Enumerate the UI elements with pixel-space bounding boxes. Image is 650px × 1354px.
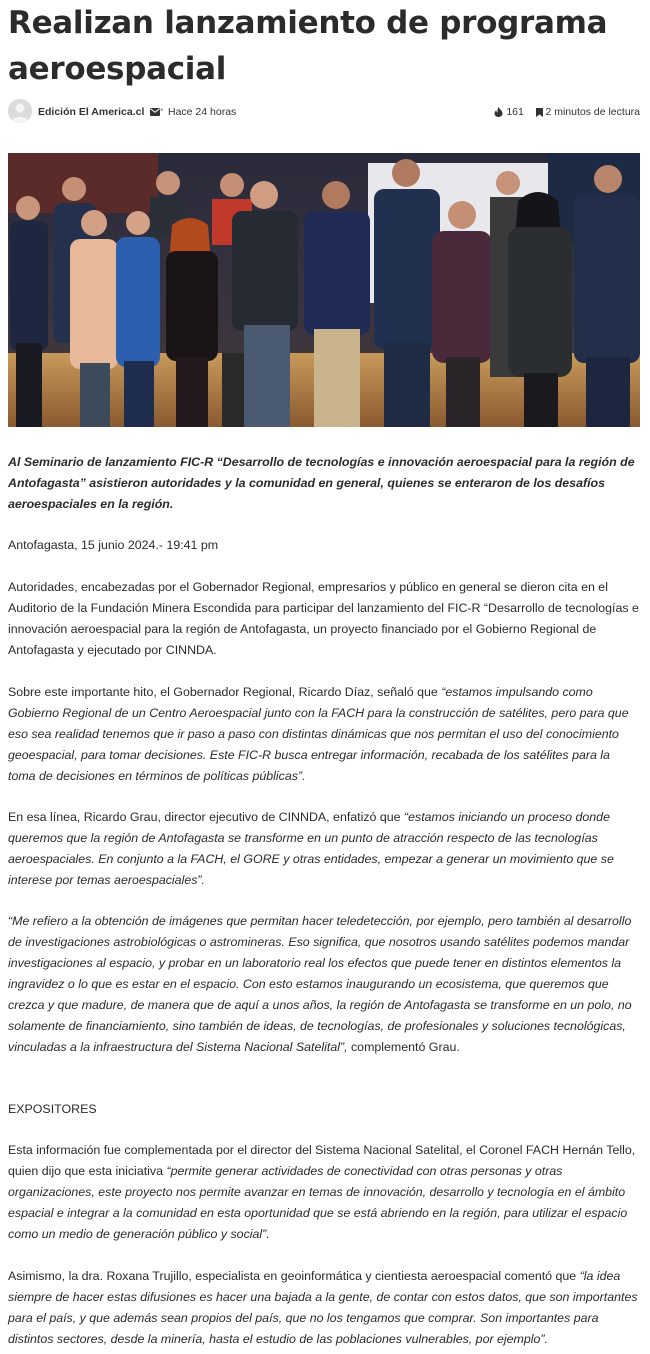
paragraph-2 xyxy=(8,682,640,787)
author-name: Edición El America.cl xyxy=(38,106,145,118)
group-photo xyxy=(8,153,640,427)
article-stats xyxy=(494,106,640,118)
dateline: Antofagasta, 15 junio 2024.- 19:41 pm xyxy=(8,538,219,552)
flame-icon xyxy=(494,107,503,117)
paragraph-4-text: complementó Grau. xyxy=(347,1040,460,1054)
paragraph-2-text: Sobre este importante hito, el Gobernador Regional, Ricardo Díaz, señaló que xyxy=(8,685,442,699)
paragraph-4 xyxy=(8,911,640,1058)
paragraph-3 xyxy=(8,807,640,891)
author-link[interactable] xyxy=(38,106,160,119)
paragraph-5-text: Esta información fue complementada por el director del Sistema Nacional Satelital, el Coronel FACH Hernán Tello, quien dijo que esta iniciativa xyxy=(8,1143,636,1178)
envelope-icon[interactable] xyxy=(150,107,160,119)
paragraph-6 xyxy=(8,1266,640,1350)
section-heading: EXPOSITORES xyxy=(8,1102,97,1116)
article-lead: Al Seminario de lanzamiento FIC-R “Desarrollo de tecnologías e innovación aeroespacial para la región de Antofagasta” asistieron autoridades y la comunidad en general, quienes se enteraron de los desafíos aeroespaciales en la región. xyxy=(8,455,635,511)
article-title: Realizan lanzamiento de programa aeroespacial xyxy=(8,5,608,87)
user-avatar-icon xyxy=(8,99,32,123)
article-meta xyxy=(8,99,640,125)
paragraph-5-quote: “permite generar actividades de conectividad con otras personas y otras organizaciones, este proyecto nos permite avanzar en temas de innovación, desarrollo y tecnología en el ámbito espacial e integrar a la comunidad en esta oportunidad que se está abriendo en la región, para utilizar el espacio como un medio de generación público y social”. xyxy=(8,1164,628,1241)
paragraph-1: Autoridades, encabezadas por el Gobernador Regional, empresarios y público en general se dieron cita en el Auditorio de la Fundación Minera Escondida para participar del lanzamiento del FIC-R “Desarrollo de tecnologías e innovación aeroespacial para la región de Antofagasta, un proyecto financiado por el Gobierno Regional de Antofagasta y ejecutado por CINNDA. xyxy=(8,580,639,657)
reading-time: 2 minutos de lectura xyxy=(545,106,640,119)
paragraph-6-text: Asimismo, la dra. Roxana Trujillo, especialista en geoinformática y cientiesta aeroespacial comentó que xyxy=(8,1269,580,1283)
paragraph-2-quote: “estamos impulsando como Gobierno Regional de un Centro Aeroespacial junto con la FACH para la construcción de satélites, pero para que eso sea realidad tenemos que ir paso a paso con distintas dinámicas que nos permitan el uso del conocimiento geoespacial, para tomar decisiones. Este FIC-R busca entregar información, recabada de los satélites para la toma de decisiones en términos de políticas públicas”. xyxy=(8,685,629,783)
bookmark-icon xyxy=(536,108,543,117)
paragraph-4-quote: “Me refiero a la obtención de imágenes que permitan hacer teledetección, por ejemplo, pero también al desarrollo de investigaciones astrobiológicas o astromineras. Eso significa, que nosotros usando satélites podemos mandar investigaciones al espacio, y probar en un laboratorio real los efectos que puede tener en distintos elementos la ingravidez o lo que es estar en el espacio. Con esto estamos inaugurando un ecosistema, que queremos que crezca y que madure, de manera que de aquí a unos años, la región de Antofagasta se transforme en un polo, no solamente de financiamiento, sino también de ideas, de tecnologías, de profesionales y soluciones tecnológicas, vinculadas a la infraestructura del Sistema Nacional Satelital”, xyxy=(8,914,632,1054)
meta-separator: • xyxy=(160,105,164,116)
paragraph-6-quote: “la idea siempre de hacer estas difusiones es hacer una bajada a la gente, de contar con estos datos, que son importantes para el país, y que además sean propios del país, que no los tengamos que comprar. Son importantes para distintos sectores, desde la minería, hasta el estudio de las poblaciones vulnerables, por ejemplo”. xyxy=(8,1269,638,1346)
paragraph-3-quote: “estamos iniciando un proceso donde queremos que la región de Antofagasta se transforme en un punto de atracción respecto de las tecnologías aeroespaciales. En conjunto a la FACH, el GORE y otras entidades, empezar a generar un movimiento que se interese por temas aeroespaciales”. xyxy=(8,810,614,887)
publish-time: Hace 24 horas xyxy=(168,106,237,118)
view-count: 161 xyxy=(506,106,524,119)
article-hero-image xyxy=(8,153,640,427)
author-avatar[interactable] xyxy=(8,99,32,123)
paragraph-5 xyxy=(8,1140,640,1245)
paragraph-3-text: En esa línea, Ricardo Grau, director ejecutivo de CINNDA, enfatizó que xyxy=(8,810,405,824)
